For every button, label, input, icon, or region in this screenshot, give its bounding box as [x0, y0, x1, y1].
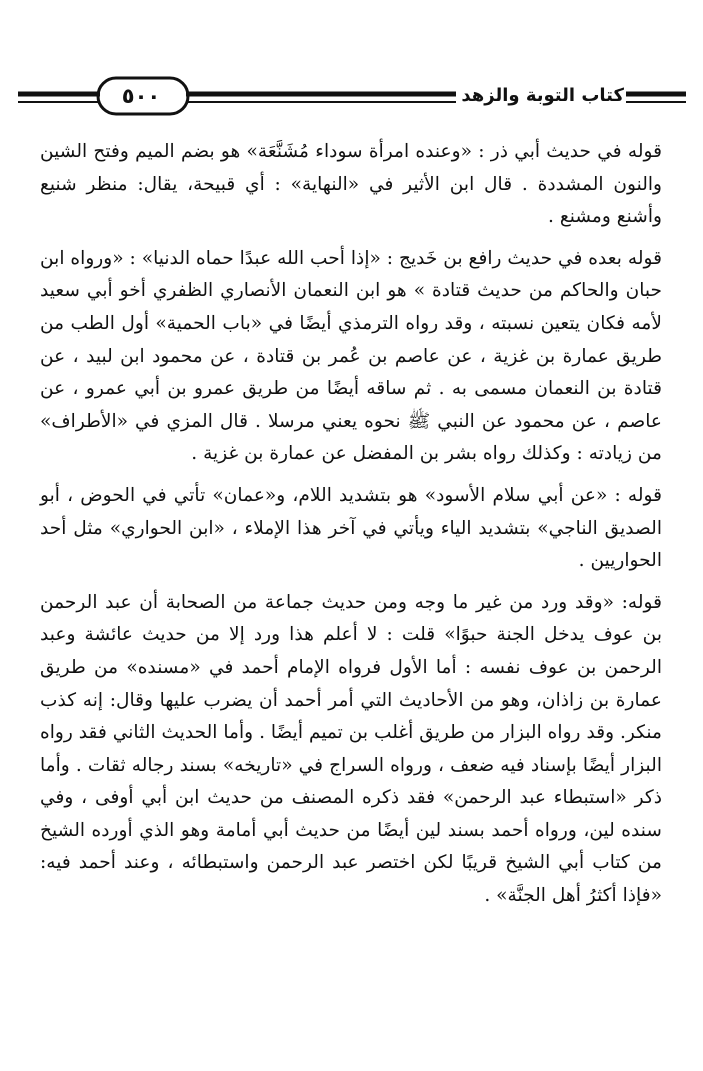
paragraph-mushanna: قوله في حديث أبي ذر : «وعنده امرأة سوداء مُشَنَّعَة» هو بضم الميم وفتح الشين والنون المشددة . قال ابن الأثير في «النهاية» : أي قبيحة، يقال: منظر شنيع وأشنع ومشنع . — [40, 141, 662, 228]
page-number: ٥٠٠ — [121, 84, 161, 108]
paragraph-abdulrahman-hadith: قوله: «وقد ورد من غير ما وجه ومن حديث جماعة من الصحابة أن عبد الرحمن بن عوف يدخل الجنة حبوًا» قلت : لا أعلم هذا ورد إلا من حديث عائشة وعبد الرحمن بن عوف نفسه : أما الأول فرواه الإمام أحمد في «مسنده» من طريق عمارة بن زاذان، وهو من الأحاديث التي أمر أحمد أن يضرب عليها وقال: إنه كذب منكر. وقد رواه البزار من طريق أغلب بن تميم أيضًا . وأما الحديث الثاني فقد رواه البزار أيضًا بإسناد فيه ضعف ، ورواه السراج في «تاريخه» بسند رجاله ثقات . وأما ذكر «استبطاء عبد الرحمن» فقد ذكره المصنف من حديث ابن أبي أوفى ، وفي سنده لين، ورواه أحمد بسند لين أيضًا من حديث أبي أمامة وهو الذي أورده الشيخ من كتاب أبي الشيخ قريبًا لكن اختصر عبد الرحمن واستبطائه ، وعند أحمد فيه: «فإذا أكثرُ أهل الجنَّة» . — [40, 591, 662, 907]
page-header — [18, 74, 686, 122]
paragraph-abu-sallam: قوله : «عن أبي سلام الأسود» هو بتشديد اللام، و«عمان» تأتي في الحوض ، أبو الصديق الناجي» بتشديد الياء ويأتي في آخر هذا الإملاء ، «ابن الحواري» مثل أحد الحواريين . — [40, 484, 662, 572]
page-body — [40, 136, 662, 913]
book-title: كتاب التوبة والزهد — [461, 85, 624, 106]
paragraph-rafi-hadith: قوله بعده في حديث رافع بن خَديج : «إذا أحب الله عبدًا حماه الدنيا» : «ورواه ابن حبان والحاكم من حديث قتادة » هو ابن النعمان الأنصاري الظفري أخو أبي سعيد لأمه فكان يتعين نسبته ، وقد رواه الترمذي أيضًا في «باب الحمية» أول الطب من طريق عمارة بن غزية ، عن عاصم بن عُمر بن قتادة ، عن محمود ابن لبيد ، عن قتادة بن النعمان مسمى به . ثم ساقه أيضًا من طريق عمرو بن أبي عمرو ، عن عاصم ، عن محمود عن النبي ﷺ نحوه يعني مرسلا . قال المزي في «الأطراف» من زيادته : وكذلك رواه بشر بن المفضل عن عمارة بن غزية . — [40, 247, 662, 465]
